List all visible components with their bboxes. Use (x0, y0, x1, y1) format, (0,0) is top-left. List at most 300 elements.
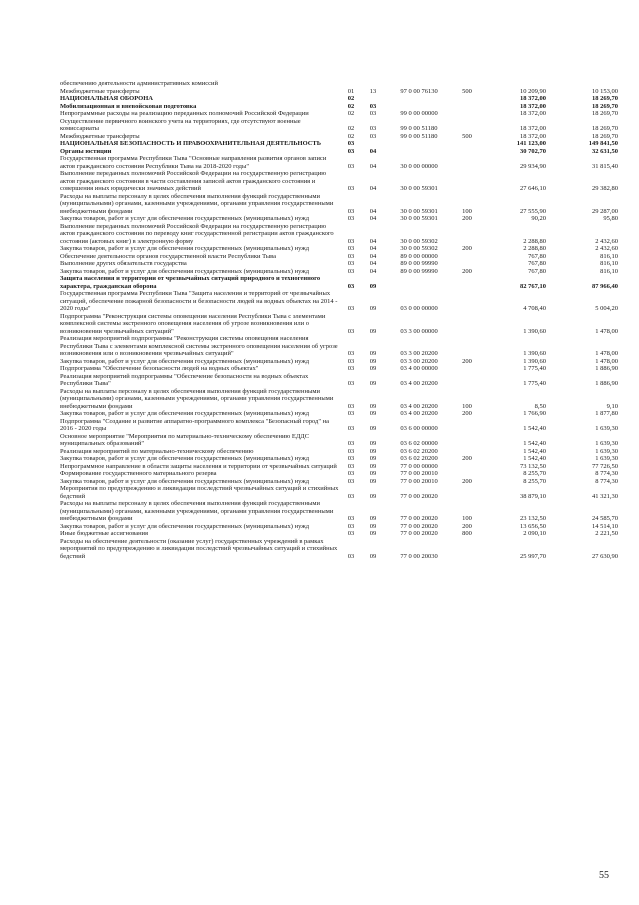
row-amount-year2: 18 269,70 (592, 132, 618, 140)
row-amount-year2: 29 382,80 (592, 185, 618, 192)
row-amount-year2 (546, 80, 618, 88)
row-section-code: 03 (347, 357, 355, 365)
row-target-article: 03 4 00 20200 (400, 380, 438, 387)
row-target-article: 99 0 00 51180 (400, 125, 438, 132)
table-row (60, 530, 618, 538)
row-section-code: 03 (347, 140, 355, 147)
row-expense-type (454, 470, 480, 478)
row-target-article: 89 0 00 99990 (400, 267, 438, 275)
row-amount-year1: 141 123,00 (516, 140, 546, 147)
row-expense-type: 100 (462, 515, 472, 522)
row-name: Межбюджетные трансферты (60, 132, 140, 140)
table-row (60, 500, 618, 523)
row-expense-type (454, 148, 480, 156)
table-row (60, 245, 618, 253)
row-amount-year1: 18 372,00 (520, 102, 546, 110)
table-row (60, 223, 618, 246)
row-amount-year2: 8 774,30 (595, 477, 618, 485)
row-section-code: 03 (347, 207, 355, 215)
row-name: Расходы на выплаты персоналу в целях обеспечения выполнения функций государственными (муниципальными) органами, казенными учреждениями, органами управления государственными внебюджетными фондами (60, 500, 334, 522)
row-target-article: 77 0 00 00000 (400, 462, 438, 470)
row-subsection-code: 04 (369, 207, 377, 215)
row-section-code: 03 (347, 305, 355, 312)
table-row (60, 358, 618, 366)
row-expense-type (454, 365, 480, 373)
row-name: Закупка товаров, работ и услуг для обеспечения государственных (муниципальных) нужд (60, 410, 310, 417)
row-subsection-code: 03 (369, 110, 377, 117)
row-target-article: 89 0 00 99990 (400, 260, 438, 267)
row-target-article (384, 140, 454, 148)
table-row (60, 193, 618, 216)
row-subsection-code: 09 (369, 327, 377, 335)
row-amount-year2: 5 004,20 (595, 305, 618, 312)
row-name: Мероприятия по предупреждению и ликвидации последствий чрезвычайных ситуаций и стихийных бедствий (60, 485, 339, 500)
table-row (60, 463, 618, 471)
row-expense-type: 200 (462, 215, 472, 222)
row-subsection-code: 04 (369, 162, 377, 170)
table-row (60, 478, 618, 486)
row-amount-year1: 25 997,70 (520, 552, 546, 560)
page-number: 55 (599, 870, 609, 881)
row-subsection-code: 03 (369, 132, 377, 140)
row-amount-year1: 767,80 (528, 260, 546, 267)
row-amount-year1: 73 132,50 (520, 462, 546, 470)
table-row (60, 433, 618, 448)
table-row (60, 268, 618, 276)
row-amount-year2: 18 269,70 (592, 125, 618, 132)
row-target-article: 30 0 00 59301 (400, 207, 438, 215)
row-name: Выполнение переданных полномочий Российской Федерации на государственную регистрацию актов гражданского состояния по переводу книг государственной регистрации актов гражданского состояния (актовых книг) в электронную форму (60, 222, 334, 245)
row-target-article: 30 0 00 00000 (400, 162, 438, 170)
row-amount-year1: 29 934,90 (520, 162, 546, 170)
row-name: Формирование государственного материального резерва (60, 470, 217, 477)
row-amount-year1: 1 542,40 (523, 447, 546, 455)
row-name: обеспечению деятельности административных комиссий (60, 80, 218, 87)
row-expense-type (454, 170, 480, 193)
row-subsection-code: 09 (369, 402, 377, 410)
row-subsection-code: 04 (369, 245, 377, 252)
row-expense-type (454, 155, 480, 170)
row-subsection-code: 04 (369, 267, 377, 275)
row-target-article: 77 0 00 20020 (400, 515, 438, 522)
row-target-article: 30 0 00 59302 (400, 245, 438, 252)
row-amount-year2: 2 432,60 (595, 245, 618, 252)
row-name: Расходы на выплаты персоналу в целях обеспечения выполнения функций государственными (муниципальными) органами, казенными учреждениями, органами управления государственными внебюджетными фондами (60, 192, 334, 215)
row-expense-type: 200 (462, 245, 472, 252)
row-subsection-code: 09 (369, 477, 377, 485)
table-row (60, 365, 618, 373)
row-target-article (384, 80, 454, 88)
row-amount-year1: 1 766,90 (523, 410, 546, 417)
row-amount-year2: 27 630,90 (592, 552, 618, 560)
row-amount-year2: 149 841,50 (588, 140, 618, 147)
row-target-article (384, 95, 454, 103)
table-row (60, 110, 618, 118)
budget-table-body (60, 80, 618, 560)
row-section-code: 02 (347, 110, 355, 117)
row-expense-type: 200 (462, 455, 472, 462)
row-amount-year2: 24 585,70 (592, 515, 618, 522)
row-amount-year1: 2 288,80 (523, 245, 546, 252)
row-subsection-code (362, 95, 384, 103)
row-expense-type (454, 110, 480, 118)
row-section-code: 02 (347, 125, 355, 132)
row-expense-type (454, 118, 480, 133)
row-target-article: 03 6 02 00000 (400, 440, 438, 447)
row-amount-year1: 2 090,10 (523, 530, 546, 537)
row-subsection-code: 09 (369, 455, 377, 462)
row-subsection-code: 09 (369, 552, 377, 560)
row-section-code: 03 (347, 410, 355, 417)
row-name: Подпрограмма "Создание и развитие аппаратно-программного комплекса "Безопасный город" на 2016 - 2020 годы (60, 417, 330, 432)
row-target-article: 77 0 00 20020 (400, 530, 438, 537)
row-subsection-code: 04 (369, 260, 377, 267)
row-target-article: 97 0 00 76130 (400, 87, 438, 95)
table-row (60, 470, 618, 478)
row-section-code: 03 (347, 455, 355, 462)
table-row (60, 88, 618, 96)
row-name: Закупка товаров, работ и услуг для обеспечения государственных (муниципальных) нужд (60, 522, 310, 530)
row-name: Иные бюджетные ассигнования (60, 530, 149, 537)
row-amount-year1: 1 542,40 (523, 440, 546, 447)
table-row (60, 140, 618, 148)
table-row (60, 260, 618, 268)
row-target-article: 30 0 00 59301 (400, 185, 438, 192)
row-section-code: 03 (347, 237, 355, 245)
row-amount-year1: 1 390,60 (523, 357, 546, 365)
row-amount-year2: 31 815,40 (592, 162, 618, 170)
row-section-code: 03 (347, 185, 355, 192)
row-expense-type (454, 223, 480, 246)
row-subsection-code: 03 (369, 125, 377, 132)
table-row (60, 373, 618, 388)
row-amount-year1: 27 555,90 (520, 207, 546, 215)
row-amount-year2: 14 514,10 (592, 522, 618, 530)
row-section-code: 02 (347, 102, 355, 110)
row-name: Закупка товаров, работ и услуг для обеспечения государственных (муниципальных) нужд (60, 477, 310, 485)
row-amount-year2: 1 639,30 (595, 425, 618, 432)
row-name: Органы юстиции (60, 147, 112, 155)
row-amount-year2: 816,10 (600, 267, 618, 275)
row-section-code: 03 (347, 147, 355, 155)
row-amount-year1: 1 775,40 (523, 365, 546, 372)
row-expense-type (454, 335, 480, 358)
table-row (60, 410, 618, 418)
row-amount-year2: 18 269,70 (592, 102, 618, 110)
row-subsection-code: 09 (369, 462, 377, 470)
row-subsection-code: 04 (369, 215, 377, 222)
row-name: Обеспечение деятельности органов государственной власти Республики Тыва (60, 252, 276, 260)
row-target-article: 77 0 00 20010 (400, 477, 438, 485)
row-expense-type: 200 (462, 357, 472, 365)
row-amount-year1: 8 255,70 (523, 477, 546, 485)
budget-table (60, 80, 618, 560)
row-target-article: 03 4 00 20200 (400, 410, 438, 417)
row-target-article: 03 0 00 00000 (400, 305, 438, 312)
row-expense-type (454, 275, 480, 290)
row-section-code: 01 (347, 87, 355, 95)
row-amount-year1: 1 542,40 (523, 425, 546, 432)
row-expense-type: 100 (462, 207, 472, 215)
row-expense-type (454, 253, 480, 261)
row-subsection-code: 09 (369, 380, 377, 387)
row-section-code: 03 (347, 492, 355, 500)
row-amount-year2: 29 287,00 (592, 207, 618, 215)
row-target-article: 03 4 00 00000 (400, 365, 438, 372)
row-amount-year2: 2 432,60 (595, 237, 618, 245)
row-amount-year1: 13 656,50 (520, 522, 546, 530)
row-amount-year2: 18 269,70 (592, 95, 618, 102)
row-subsection-code: 09 (369, 522, 377, 530)
row-name: Расходы на выплаты персоналу в целях обеспечения выполнения функций государственными (муниципальными) органами, казенными учреждениями, органами управления государственными внебюджетными фондами (60, 387, 334, 410)
row-amount-year1: 18 372,00 (520, 125, 546, 132)
row-amount-year1 (480, 80, 546, 88)
table-row (60, 455, 618, 463)
row-name: Государственная программа Республики Тыва "Защита населения и территорий от чрезвычайных ситуаций, обеспечение пожарной безопасности и безопасности людей на водных объектах на 2014 - 2020 годы" (60, 290, 338, 312)
table-row (60, 170, 618, 193)
row-amount-year1: 10 209,90 (520, 87, 546, 95)
table-row (60, 418, 618, 433)
row-amount-year2: 1 886,90 (595, 380, 618, 387)
row-name: Подпрограмма "Обеспечение безопасности людей на водных объектах" (60, 365, 259, 372)
row-amount-year2: 1 886,90 (595, 365, 618, 372)
table-row (60, 485, 618, 500)
row-amount-year2: 1 639,30 (595, 440, 618, 447)
row-subsection-code: 09 (369, 357, 377, 365)
row-expense-type: 500 (462, 87, 472, 95)
row-amount-year2: 77 726,50 (592, 462, 618, 470)
table-row (60, 253, 618, 261)
row-target-article (384, 148, 454, 156)
row-name: Непрограммное направление в области защиты населения и территории от чрезвычайных ситуаций (60, 462, 337, 470)
row-target-article: 03 6 02 20200 (400, 455, 438, 462)
row-section-code: 02 (347, 95, 355, 102)
row-name: Закупка товаров, работ и услуг для обеспечения государственных (муниципальных) нужд (60, 245, 310, 252)
row-target-article: 99 0 00 51180 (400, 132, 438, 140)
row-amount-year2: 32 631,50 (592, 147, 618, 155)
row-subsection-code: 09 (369, 410, 377, 417)
row-target-article: 30 0 00 59302 (400, 237, 438, 245)
row-amount-year1: 1 390,60 (523, 350, 546, 357)
row-name: Реализация мероприятий подпрограммы "Реконструкция системы оповещения населения Республики Тыва с элементами комплексной системы экстренного оповещения населения об угрозе возникновения или о возникновении чрезвычайных ситуаций" (60, 335, 338, 357)
row-amount-year1: 38 879,10 (520, 492, 546, 500)
row-name: Закупка товаров, работ и услуг для обеспечения государственных (муниципальных) нужд (60, 455, 310, 462)
table-row (60, 133, 618, 141)
row-subsection-code (362, 80, 384, 88)
row-section-code: 03 (347, 215, 355, 222)
row-section-code: 03 (347, 402, 355, 410)
row-expense-type (454, 373, 480, 388)
row-section-code: 03 (347, 327, 355, 335)
table-row (60, 118, 618, 133)
row-expense-type: 800 (462, 530, 472, 537)
row-amount-year2: 1 478,00 (595, 357, 618, 365)
table-row (60, 275, 618, 290)
row-section-code: 03 (347, 440, 355, 447)
table-row (60, 313, 618, 336)
row-expense-type: 200 (462, 267, 472, 275)
row-amount-year1: 18 372,00 (520, 132, 546, 140)
row-subsection-code: 09 (369, 365, 377, 372)
row-expense-type (454, 260, 480, 268)
row-name: Основное мероприятие "Мероприятия по материально-техническому обеспечению ЕДДС муниципальных образований" (60, 432, 310, 447)
row-target-article: 03 3 00 00000 (400, 327, 438, 335)
row-section-code: 03 (347, 477, 355, 485)
row-amount-year2: 1 478,00 (595, 350, 618, 357)
row-amount-year1: 18 372,00 (520, 110, 546, 117)
row-expense-type (454, 313, 480, 336)
table-row (60, 538, 618, 561)
row-amount-year1: 1 390,60 (523, 327, 546, 335)
row-subsection-code: 09 (369, 305, 377, 312)
row-amount-year1: 1 542,40 (523, 455, 546, 462)
row-expense-type (454, 140, 480, 148)
row-target-article (384, 275, 454, 290)
row-subsection-code: 04 (369, 252, 377, 260)
row-expense-type: 100 (462, 402, 472, 410)
row-target-article: 03 4 00 20200 (400, 402, 438, 410)
table-row (60, 148, 618, 156)
row-section-code: 03 (347, 530, 355, 537)
row-amount-year1: 18 372,00 (520, 95, 546, 102)
row-amount-year1: 2 288,80 (523, 237, 546, 245)
row-target-article: 77 0 00 20020 (400, 522, 438, 530)
row-subsection-code: 04 (369, 147, 377, 155)
row-section-code: 03 (347, 522, 355, 530)
row-section-code: 03 (347, 252, 355, 260)
row-subsection-code: 09 (369, 350, 377, 357)
row-amount-year1: 8,50 (534, 402, 546, 410)
row-subsection-code: 09 (369, 530, 377, 537)
row-amount-year1: 27 646,10 (520, 185, 546, 192)
row-section-code: 03 (347, 470, 355, 477)
table-row (60, 448, 618, 456)
row-subsection-code: 03 (369, 102, 377, 110)
row-section-code: 03 (347, 282, 355, 290)
row-amount-year2: 9,10 (606, 402, 618, 410)
table-row (60, 155, 618, 170)
row-amount-year2: 1 639,30 (595, 455, 618, 462)
row-target-article: 99 0 00 00000 (400, 110, 438, 117)
row-expense-type (454, 103, 480, 111)
row-section-code: 03 (347, 260, 355, 267)
row-name: Осуществление первичного воинского учета на территориях, где отсутствуют военные комиссариаты (60, 117, 301, 132)
row-section-code: 03 (347, 515, 355, 522)
row-subsection-code: 04 (369, 237, 377, 245)
row-section-code (340, 80, 362, 88)
row-target-article: 03 6 00 00000 (400, 425, 438, 432)
row-target-article (384, 103, 454, 111)
row-expense-type (454, 463, 480, 471)
row-section-code: 03 (347, 425, 355, 432)
row-name: НАЦИОНАЛЬНАЯ БЕЗОПАСНОСТЬ И ПРАВООХРАНИТЕЛЬНАЯ ДЕЯТЕЛЬНОСТЬ (60, 140, 322, 147)
row-section-code: 03 (347, 245, 355, 252)
row-subsection-code: 04 (369, 185, 377, 192)
row-expense-type: 500 (462, 132, 472, 140)
row-name: Реализация мероприятий подпрограммы "Обеспечение безопасности на водных объектах Республики Тыва" (60, 372, 309, 387)
row-amount-year1: 30 702,70 (520, 147, 546, 155)
row-amount-year2: 8 774,30 (595, 470, 618, 477)
row-amount-year2: 816,10 (600, 260, 618, 267)
row-target-article: 77 0 00 20030 (400, 552, 438, 560)
row-target-article: 30 0 00 59301 (400, 215, 438, 222)
row-name: Государственная программа Республики Тыва "Основные направления развития органов записи актов гражданского состояния Республики Тыва на 2018-2020 годы" (60, 155, 327, 170)
row-expense-type (454, 538, 480, 561)
row-target-article: 03 3 00 20200 (400, 357, 438, 365)
row-amount-year1: 4 708,40 (523, 305, 546, 312)
row-amount-year1: 767,80 (528, 252, 546, 260)
row-subsection-code: 09 (369, 447, 377, 455)
row-amount-year2: 1 478,00 (595, 327, 618, 335)
row-expense-type (454, 80, 480, 88)
row-subsection-code: 09 (369, 515, 377, 522)
table-row (60, 388, 618, 411)
row-section-code: 03 (347, 267, 355, 275)
row-amount-year1: 1 775,40 (523, 380, 546, 387)
table-row (60, 95, 618, 103)
row-amount-year2: 95,80 (603, 215, 618, 222)
row-name: Реализация мероприятий по материально-техническому обеспечению (60, 447, 254, 455)
row-section-code: 03 (347, 380, 355, 387)
row-section-code: 03 (347, 162, 355, 170)
row-target-article: 77 0 00 20010 (400, 470, 438, 477)
row-section-code: 03 (347, 462, 355, 470)
row-amount-year2: 41 321,30 (592, 492, 618, 500)
row-subsection-code: 09 (369, 470, 377, 477)
row-name: Непрограммные расходы на реализацию переданных полномочий Российской Федерации (60, 110, 309, 117)
row-amount-year1: 90,20 (531, 215, 546, 222)
table-row (60, 290, 618, 313)
row-section-code: 02 (347, 132, 355, 140)
row-name: Закупка товаров, работ и услуг для обеспечения государственных (муниципальных) нужд (60, 267, 310, 275)
row-amount-year2: 816,10 (600, 252, 618, 260)
row-name: Закупка товаров, работ и услуг для обеспечения государственных (муниципальных) нужд (60, 215, 310, 222)
row-subsection-code: 13 (369, 87, 377, 95)
row-name: Выполнение других обязательств государства (60, 260, 187, 267)
row-amount-year2: 1 639,30 (595, 447, 618, 455)
row-target-article: 03 3 00 20200 (400, 350, 438, 357)
row-expense-type (454, 95, 480, 103)
row-expense-type: 200 (462, 477, 472, 485)
table-row (60, 103, 618, 111)
table-row (60, 215, 618, 223)
row-name: Мобилизационная и вневойсковая подготовка (60, 102, 197, 110)
row-name: Выполнение переданных полномочий Российской Федерации на государственную регистрацию актов гражданского состояния в части составления записей актов гражданского состояния и совершения иных юридически значимых действий (60, 170, 327, 192)
row-expense-type (454, 433, 480, 448)
row-section-code: 03 (347, 350, 355, 357)
row-amount-year2: 87 966,40 (592, 282, 618, 290)
row-target-article: 03 6 02 20200 (400, 447, 438, 455)
row-subsection-code: 09 (369, 425, 377, 432)
row-amount-year2: 2 221,50 (595, 530, 618, 537)
row-expense-type (454, 485, 480, 500)
row-name: Расходы на обеспечение деятельности (оказание услуг) государственных учреждений в рамках мероприятий по предупреждению и ликвидации последствий чрезвычайных ситуаций и стихийных бедствий (60, 537, 338, 560)
row-name: Защита населения и территории от чрезвычайных ситуаций природного и техногенного характера, гражданская оборона (60, 275, 321, 290)
row-subsection-code: 09 (369, 492, 377, 500)
row-expense-type (454, 448, 480, 456)
row-name: Межбюджетные трансферты (60, 87, 140, 95)
row-amount-year1: 23 132,50 (520, 515, 546, 522)
row-subsection-code: 09 (369, 282, 377, 290)
row-amount-year2: 10 153,00 (592, 87, 618, 95)
row-amount-year2: 18 269,70 (592, 110, 618, 117)
row-name: Закупка товаров, работ и услуг для обеспечения государственных (муниципальных) нужд (60, 357, 310, 365)
row-name: Подпрограмма "Реконструкция системы оповещения населения Республики Тыва с элементами комплексной системы экстренного оповещения населения об угрозе возникновения или о возникновении чрезвычайных ситуаций" (60, 312, 326, 335)
row-name: НАЦИОНАЛЬНАЯ ОБОРОНА (60, 95, 153, 102)
row-expense-type: 200 (462, 522, 472, 530)
row-subsection-code: 09 (369, 440, 377, 447)
table-row (60, 523, 618, 531)
